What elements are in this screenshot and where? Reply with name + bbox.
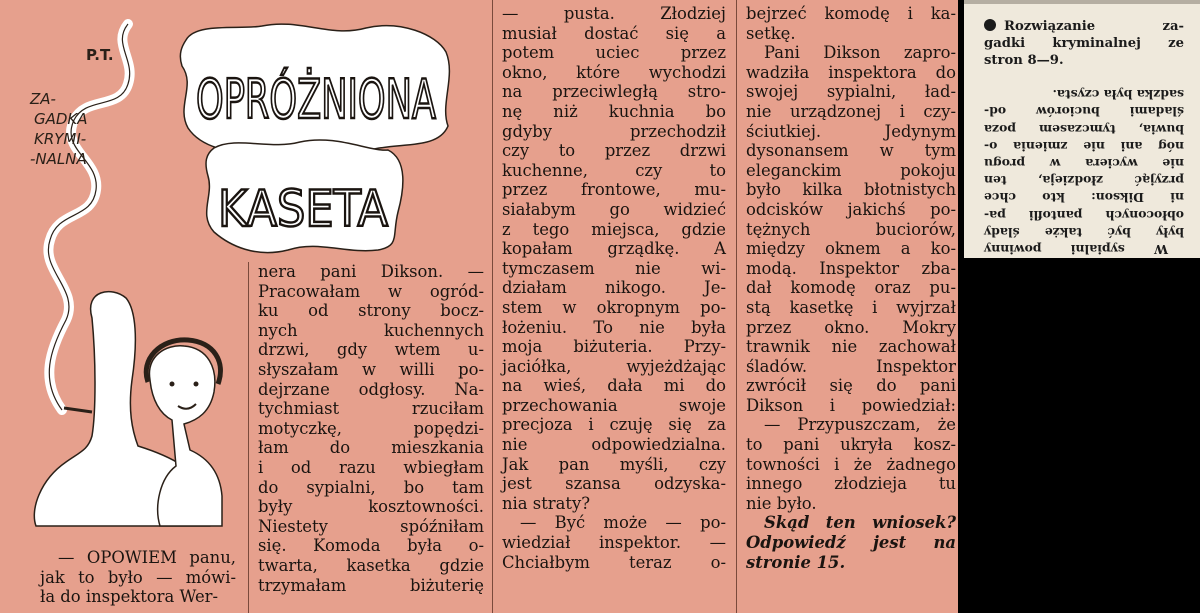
text-line: Chciałbym teraz o- bbox=[502, 552, 726, 572]
text-line: gdyby przechodził bbox=[502, 121, 726, 141]
text-line: stą kasetkę i wyjrzał bbox=[746, 297, 956, 317]
text-line: jak to było — mówi- bbox=[40, 567, 236, 587]
text-line: innego złodzieja tu bbox=[746, 474, 956, 494]
text-line: musiał dostać się a bbox=[502, 23, 726, 43]
text-line: kopałam grządkę. A bbox=[502, 239, 726, 259]
column-divider bbox=[492, 0, 493, 613]
text-line: jest szansa odzyska- bbox=[502, 474, 726, 494]
column-divider bbox=[248, 262, 249, 613]
question-line: Odpowiedź jest na bbox=[746, 533, 956, 553]
text-line: było kilka błotnistych bbox=[746, 180, 956, 200]
question-line: stronie 15. bbox=[746, 552, 846, 572]
text-line: słyszałam w willi po- bbox=[258, 359, 484, 379]
section-label-3: KRYMI- bbox=[34, 130, 87, 148]
section-label-4: -NALNA bbox=[30, 150, 87, 168]
text-line: śladów. Inspektor bbox=[746, 356, 956, 376]
text-line: — OPOWIEM panu, bbox=[58, 548, 236, 567]
woman-figure bbox=[149, 346, 222, 526]
answer-line: nóg ani nie zmienia o- bbox=[984, 138, 1184, 154]
text-line: swojej sypialni, ład- bbox=[746, 82, 956, 102]
answer-line: obłoconych pantofli pa- bbox=[984, 207, 1184, 223]
text-line: jaciółka, wyjeżdżając bbox=[502, 356, 726, 376]
cigarette-icon bbox=[64, 408, 92, 412]
answer-line: były być także ślady bbox=[984, 224, 1184, 240]
answer-text-upside-down bbox=[984, 86, 1184, 258]
text-line: modą. Inspektor zba- bbox=[746, 258, 956, 278]
text-line: — Być może — po- bbox=[520, 513, 726, 533]
text-line: Jak pan myśli, czy bbox=[502, 454, 726, 474]
text-line: i od razu wbiegłam bbox=[258, 457, 484, 477]
text-line: nera pani Dikson. — bbox=[258, 262, 484, 281]
answer-line: przyjąć złodzieja, ten bbox=[984, 173, 1184, 189]
text-line: kuchenne, czy to bbox=[502, 160, 726, 180]
title-line-1: OPRÓŻNIONA bbox=[196, 68, 437, 131]
bullet-icon bbox=[984, 19, 996, 31]
text-line: przez frontowe, mu- bbox=[502, 180, 726, 200]
text-line: drzwi, gdy wtem u- bbox=[258, 340, 484, 360]
answer-line: śladami buciorów od- bbox=[984, 104, 1184, 120]
text-line: przez okno. Mokry bbox=[746, 317, 956, 337]
text-line: odcisków jakichś po- bbox=[746, 199, 956, 219]
section-label-2: GADKA bbox=[34, 110, 88, 128]
text-line: towności i że żadnego bbox=[746, 454, 956, 474]
text-line: — pusta. Złodziej bbox=[502, 4, 726, 23]
text-line: się. Komoda była o- bbox=[258, 536, 484, 556]
text-line: między oknem a ko- bbox=[746, 239, 956, 259]
text-line: dejrzane odgłosy. Na- bbox=[258, 379, 484, 399]
section-label-1: ZA- bbox=[30, 90, 56, 108]
text-line: twarta, kasetka gdzie bbox=[258, 555, 484, 575]
article-column-3 bbox=[502, 4, 726, 572]
text-line: eleganckim pokoju bbox=[746, 160, 956, 180]
text-line: siałabym go widzieć bbox=[502, 199, 726, 219]
text-line: z tego miejsca, gdzie bbox=[502, 219, 726, 239]
text-line: zwrócił się do pani bbox=[746, 376, 956, 396]
answer-heading-line: gadki kryminalnej ze bbox=[984, 36, 1184, 51]
text-line: potem uciec przez bbox=[502, 43, 726, 63]
answer-clipping bbox=[964, 0, 1200, 258]
answer-heading-line: Rozwiązanie za- bbox=[984, 18, 1184, 35]
text-line: Pracowałam w ogród- bbox=[258, 281, 484, 301]
text-line: to pani ukryła kosz- bbox=[746, 435, 956, 455]
answer-line: ni Dikson: kto chce bbox=[984, 190, 1184, 206]
text-line: nie było. bbox=[746, 493, 817, 513]
text-line: okno, które wychodzi bbox=[502, 62, 726, 82]
answer-heading bbox=[984, 18, 1184, 69]
answer-line: nie wyciera w progu bbox=[984, 156, 1184, 172]
text-line: trzymałam biżuterię bbox=[258, 575, 484, 595]
text-line: nie urządzonej i czy- bbox=[746, 101, 956, 121]
text-line: bejrzeć komodę i ka- bbox=[746, 4, 956, 23]
text-line: wadziła inspektora do bbox=[746, 62, 956, 82]
text-line: nia straty? bbox=[502, 493, 591, 513]
column-divider bbox=[736, 0, 737, 613]
text-line: łożeniu. To nie była bbox=[502, 317, 726, 337]
text-line: ku od strony bocz- bbox=[258, 301, 484, 321]
article-column-1 bbox=[40, 548, 236, 607]
text-line: do sypialni, bo tam bbox=[258, 477, 484, 497]
title-line-2: KASETA bbox=[218, 180, 388, 238]
text-line: precjoza i czuję się za bbox=[502, 415, 726, 435]
text-line: na wieś, dała mi do bbox=[502, 376, 726, 396]
text-line: przechowania swoje bbox=[502, 395, 726, 415]
text-line: łam do mieszkania bbox=[258, 438, 484, 458]
text-line: ściutkiej. Jedynym bbox=[746, 121, 956, 141]
text-line: wiedział inspektor. — bbox=[502, 533, 726, 553]
question-line: Skąd ten wniosek? bbox=[764, 513, 956, 533]
clipping-top-band bbox=[964, 0, 1200, 4]
answer-line: W sypialni powinny bbox=[984, 242, 1168, 258]
text-line: tychmiast rzuciłam bbox=[258, 399, 484, 419]
text-line: stem w okropnym po- bbox=[502, 297, 726, 317]
text-line: setkę. bbox=[746, 23, 796, 43]
text-line: trawnik nie zachował bbox=[746, 337, 956, 357]
text-line: motyczkę, popędzi- bbox=[258, 418, 484, 438]
text-line: ła do inspektora Wer- bbox=[40, 587, 219, 607]
answer-heading-line: stron 8—9. bbox=[984, 53, 1064, 68]
text-line: na przeciwległą stro- bbox=[502, 82, 726, 102]
text-line: nę niż kuchnia bo bbox=[502, 101, 726, 121]
text-line: Pani Dikson zapro- bbox=[764, 43, 956, 63]
text-line: nie odpowiedzialna. bbox=[502, 435, 726, 455]
text-line: Niestety spóźniłam bbox=[258, 516, 484, 536]
text-line: tężnych buciorów, bbox=[746, 219, 956, 239]
text-line: — Przypuszczam, że bbox=[764, 415, 956, 435]
article-column-4 bbox=[746, 4, 956, 572]
text-line: tymczasem nie wi- bbox=[502, 258, 726, 278]
text-line: działam nikogo. Je- bbox=[502, 278, 726, 298]
text-line: dał komodę oraz pu- bbox=[746, 278, 956, 298]
text-line: nych kuchennych bbox=[258, 320, 484, 340]
answer-line: sadzka była czysta. bbox=[1052, 87, 1184, 103]
text-line: moja biżuteria. Przy- bbox=[502, 337, 726, 357]
answer-line: buwia, tymczasem poza bbox=[984, 121, 1184, 137]
text-line: dysonansem w tym bbox=[746, 141, 956, 161]
article-column-2 bbox=[258, 262, 484, 595]
text-line: Dikson i powiedział: bbox=[746, 395, 956, 415]
text-line: były kosztowności. bbox=[258, 497, 484, 517]
author-initials: P.T. bbox=[86, 46, 114, 64]
text-line: czy to przez drzwi bbox=[502, 141, 726, 161]
